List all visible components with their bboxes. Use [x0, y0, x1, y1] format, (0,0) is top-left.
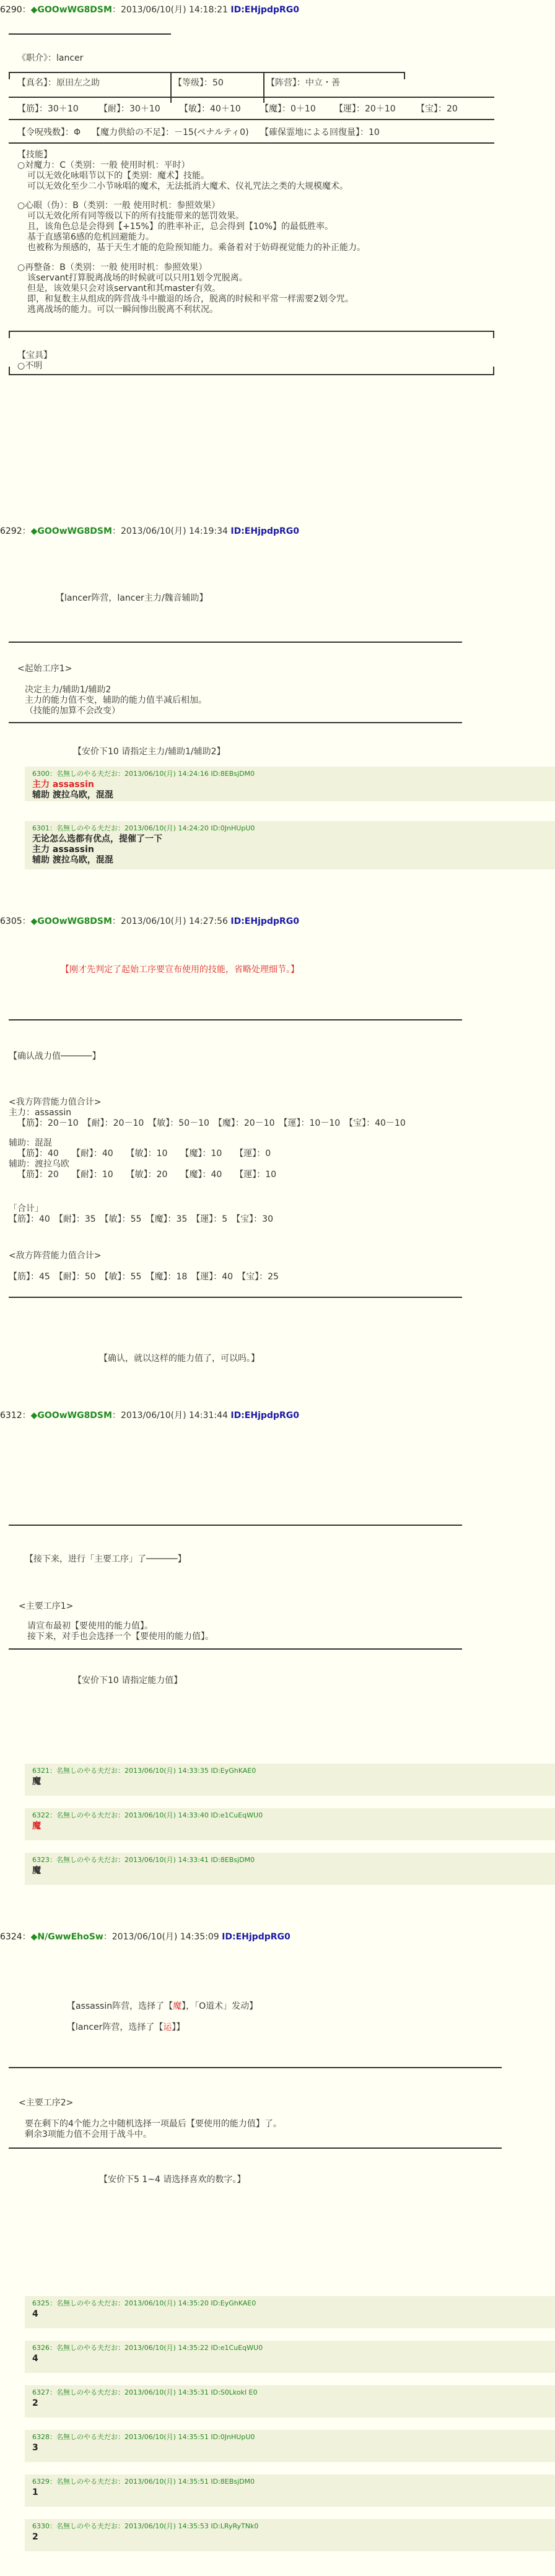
divider: [9, 642, 462, 643]
confirm-prompt: 【确认，就以这样的能力值了，可以吗。】: [99, 1354, 260, 1364]
reply-meta: 6330：名無しのやる夫だお：2013/06/10(月) 14:35:53 ID:LRyRyTNk0: [32, 2522, 259, 2530]
vote-prompt: 【安价下10 请指定主力/辅助1/辅助2】: [73, 747, 225, 757]
reply-header[interactable]: [25, 1764, 555, 1775]
main-unit: 主力：assassin: [9, 1108, 72, 1118]
reply-text: 1: [32, 2487, 38, 2497]
divider: [9, 33, 171, 35]
divider: [9, 2147, 502, 2149]
divider: [404, 72, 405, 79]
skill-3-desc: 该servant打算脱离战场的时候就可以只用1划令咒脱离。: [27, 273, 248, 283]
divider: [493, 367, 494, 374]
post-date: ：2013/06/10(月) 14:35:09: [103, 1932, 219, 1942]
skill-1-desc: 可以无效化咏唱节以下的【类别：魔术】技能。: [27, 171, 209, 181]
post-date: ：2013/06/10(月) 14:31:44: [111, 1411, 228, 1421]
divider: [9, 2067, 502, 2068]
skill-3-desc: 即，和复数主从组成的阵营战斗中撤退的场合，脱离的时候和平常一样需要2划令咒。: [27, 294, 354, 304]
post-number[interactable]: 6290：: [0, 5, 31, 15]
step-text: 请宣布最初【要使用的能力值】。: [27, 1621, 153, 1631]
support-unit-2: 辅助：渡拉乌欧: [9, 1159, 69, 1169]
skill-3-desc: 逃离战场的能力。可以一瞬间惨出脱离不利状况。: [27, 305, 218, 315]
divider: [9, 1525, 462, 1526]
post-date: ：2013/06/10(月) 14:19:34: [111, 526, 228, 536]
stat-luck: 【運】：20＋10: [334, 104, 396, 114]
reply-meta: 6322：名無しのやる夫だお：2013/06/10(月) 14:33:40 ID:e1CuEqWU0: [32, 1811, 263, 1819]
reply-meta: 6301：名無しのやる夫だお：2013/06/10(月) 14:24:20 ID:0JnHUpU0: [32, 824, 255, 832]
divider: [9, 97, 494, 98]
divider: [9, 722, 462, 723]
post-number[interactable]: 6305：: [0, 916, 31, 926]
camp-title: 【lancer阵营，lancer主力/魏音辅助】: [56, 593, 208, 603]
divider: [9, 1297, 462, 1298]
divider: [9, 72, 405, 73]
step-text: 要在剩下的4个能力之中随机选择一项最后【要使用的能力值】了。: [25, 2119, 282, 2129]
reply-header[interactable]: [25, 821, 555, 833]
total-heading: 「合计」: [9, 1204, 43, 1214]
skill-heading: 【技能】: [17, 150, 52, 160]
phase-title: 【接下来，进行「主要工序」了──────】: [25, 1554, 186, 1564]
reply-6325: [25, 2296, 555, 2328]
choice-lancer: 【lancer阵营，选择了【运】】: [67, 2022, 185, 2032]
reply-6301: [25, 821, 555, 869]
reply-header[interactable]: [25, 2385, 555, 2397]
reply-text: 魔: [32, 1777, 41, 1786]
class-line: 《职介》：lancer: [17, 53, 84, 63]
support-unit-1: 辅助：混混: [9, 1138, 52, 1148]
step-text: 决定主力/辅助1/辅助2: [25, 685, 111, 695]
reply-text: 2: [32, 2532, 38, 2542]
poster-id[interactable]: ID:EHjpdpRG0: [230, 916, 299, 926]
post-number[interactable]: 6312：: [0, 1411, 31, 1421]
skill-2-desc: 也被称为预感的，基于天生才能的危险预知能力。乘备着对于妨碍视觉能力的补正能力。: [27, 243, 365, 253]
divider: [9, 331, 494, 332]
skill-3-desc: 但是，该效果只会对该servant和其master有效。: [27, 284, 221, 294]
camp-line: 【阵营】：中立・善: [266, 78, 340, 88]
choice-assassin: 【assassin阵营，选择了【魔】，「O道术」发动】: [67, 2001, 258, 2011]
reply-6327: [25, 2385, 555, 2417]
reply-meta: 6329：名無しのやる夫だお：2013/06/10(月) 14:35:51 ID:8EBsjDM0: [32, 2478, 255, 2486]
ally-heading: <我方阵营能力值合计>: [9, 1097, 102, 1107]
divider: [9, 374, 494, 375]
reply-text: 无论怎么选都有优点，提催了一下: [32, 834, 162, 844]
reply-meta: 6325：名無しのやる夫だお：2013/06/10(月) 14:35:20 ID:EyGhKAE0: [32, 2299, 256, 2307]
reply-6328: [25, 2430, 555, 2462]
divider: [9, 142, 494, 144]
mana-shortage: 【魔力供給の不足】：－15(ペナルティ0): [92, 128, 249, 137]
divider: [9, 1019, 462, 1020]
reply-text: 辅助 渡拉乌欧，混混: [32, 790, 113, 800]
step-title: <起始工序1>: [17, 664, 72, 674]
stat-str: 【筋】：30＋10: [17, 104, 79, 114]
post-6292: [0, 525, 555, 757]
skill-2-desc: 基于直感第6感的危机回避能力。: [27, 232, 154, 242]
reply-text: 4: [32, 2309, 38, 2319]
post-number[interactable]: 6292：: [0, 526, 31, 536]
reply-meta: 6323：名無しのやる夫だお：2013/06/10(月) 14:33:41 ID:8EBsjDM0: [32, 1856, 255, 1864]
poster-name: ◆GOOwWG8DSM: [30, 5, 112, 15]
level-line: 【等级】：50: [173, 78, 224, 88]
reply-text: 魔: [32, 1821, 41, 1831]
reply-text: 主力 assassin: [32, 845, 94, 855]
divider: [9, 331, 10, 338]
reply-header[interactable]: [25, 2341, 555, 2352]
poster-id[interactable]: ID:EHjpdpRG0: [230, 1411, 299, 1421]
reply-text: 辅助 渡拉乌欧，混混: [32, 855, 113, 865]
support-stats-1: 【筋】：40 【耐】：40 【敏】：10 【魔】：10 【運】：0: [17, 1149, 271, 1159]
post-date: ：2013/06/10(月) 14:18:21: [111, 5, 228, 15]
divider: [9, 119, 494, 120]
post-header: [0, 4, 555, 16]
poster-id[interactable]: ID:EHjpdpRG0: [230, 526, 299, 536]
enemy-stats: 【筋】：45 【耐】：50 【敏】：55 【魔】：18 【運】：40 【宝】：25: [9, 1272, 279, 1282]
step-text: 接下来，对手也会选择一个【要使用的能力值】。: [27, 1632, 214, 1642]
reply-header[interactable]: [25, 1808, 555, 1820]
divider: [493, 331, 494, 338]
reply-6300: [25, 767, 555, 801]
reply-header[interactable]: [25, 2296, 555, 2308]
reply-header[interactable]: [25, 2430, 555, 2442]
divider: [263, 72, 264, 103]
skill-1: ○対魔力：C（类别：一般 使用时机：平时）: [17, 160, 190, 170]
step-title: <主要工序1>: [19, 1601, 74, 1611]
np-1: ○不明: [17, 361, 43, 371]
reply-6326: [25, 2341, 555, 2373]
reply-6330: [25, 2519, 555, 2551]
reply-meta: 6327：名無しのやる夫だお：2013/06/10(月) 14:35:31 ID:S0Lkokl E0: [32, 2388, 258, 2396]
reply-6322: [25, 1808, 555, 1840]
divider: [9, 367, 10, 374]
reply-6323: [25, 1853, 555, 1885]
skill-2: ○心眼（伪）：B（类别：一般 使用时机：参照效果）: [17, 201, 221, 211]
section-title: 【确认战力值──────】: [9, 1051, 101, 1061]
reply-text: 3: [32, 2443, 38, 2453]
poster-name: ◆N/GwwEhoSw: [30, 1932, 103, 1942]
support-stats-2: 【筋】：20 【耐】：10 【敏】：20 【魔】：40 【運】：10: [17, 1170, 277, 1180]
post-header: [0, 525, 555, 537]
reply-header[interactable]: [25, 1853, 555, 1865]
reply-6321: [25, 1764, 555, 1796]
step-text: （技能的加算不会改变）: [25, 706, 120, 716]
reply-text: 2: [32, 2398, 38, 2408]
post-header: [0, 1931, 555, 1943]
reply-text: 4: [32, 2354, 38, 2364]
poster-name: ◆GOOwWG8DSM: [30, 916, 112, 926]
total-stats: 【筋】：40 【耐】：35 【敏】：55 【魔】：35 【運】：5 【宝】：30: [9, 1214, 273, 1224]
stat-mag: 【魔】：0＋10: [260, 104, 316, 114]
post-header: [0, 1409, 555, 1422]
post-6324: [0, 1931, 555, 2185]
step-text: 剩余3项能力值不会用于战斗中。: [25, 2130, 152, 2139]
poster-name: ◆GOOwWG8DSM: [30, 1411, 112, 1421]
note-red: 【刚才先判定了起始工序要宣布使用的技能，省略处理细节。】: [61, 965, 299, 975]
reply-header[interactable]: [25, 2474, 555, 2486]
poster-id[interactable]: ID:EHjpdpRG0: [222, 1932, 291, 1942]
skill-1-desc: 可以无效化至少二小节咏唱的魔术，无法抵消大魔术、仪礼咒法之类的大规模魔术。: [27, 181, 348, 191]
leyline-recovery: 【確保霊地による回復量】：10: [260, 128, 380, 137]
stat-agi: 【敏】：40＋10: [180, 104, 241, 114]
reply-text: 魔: [32, 1866, 41, 1876]
poster-id[interactable]: ID:EHjpdpRG0: [230, 5, 299, 15]
realname-line: 【真名】：原田左之助: [17, 78, 100, 88]
poster-name: ◆GOOwWG8DSM: [30, 526, 112, 536]
enemy-heading: <敌方阵营能力值合计>: [9, 1251, 102, 1261]
reply-text: 主力 assassin: [32, 780, 94, 790]
main-stats: 【筋】：20－10 【耐】：20－10 【敏】：50－10 【魔】：20－10 【運】：10－10 【宝】：40－10: [17, 1118, 406, 1128]
divider: [9, 72, 10, 79]
step-text: 主力的能力值不变，辅助的能力值半减后相加。: [25, 695, 207, 705]
stat-end: 【耐】：30＋10: [99, 104, 160, 114]
reply-6329: [25, 2474, 555, 2507]
post-number[interactable]: 6324：: [0, 1932, 31, 1942]
post-6312: [0, 1409, 555, 1686]
skill-3: ○再整备：B（类别：一般 使用时机：参照效果）: [17, 263, 208, 272]
reply-meta: 6300：名無しのやる夫だお：2013/06/10(月) 14:24:16 ID:8EBsjDM0: [32, 770, 255, 778]
post-date: ：2013/06/10(月) 14:27:56: [111, 916, 228, 926]
np-heading: 【宝具】: [17, 350, 52, 360]
step-title: <主要工序2>: [19, 2098, 74, 2108]
post-header: [0, 915, 555, 928]
divider: [170, 72, 172, 103]
reply-meta: 6328：名無しのやる夫だお：2013/06/10(月) 14:35:51 ID:0JnHUpU0: [32, 2433, 255, 2441]
vote-prompt: 【安价下10 请指定能力值】: [73, 1676, 183, 1686]
stat-np: 【宝】：20: [416, 104, 458, 114]
vote-prompt: 【安价下5 1~4 请选择喜欢的数字。】: [99, 2175, 246, 2185]
reply-header[interactable]: [25, 767, 555, 778]
post-6290: [0, 4, 555, 371]
skill-2-desc: 且，该角色总是会得到【+15%】的胜率补正，总会得到【10%】的最低胜率。: [27, 222, 333, 232]
reply-meta: 6326：名無しのやる夫だお：2013/06/10(月) 14:35:22 ID:e1CuEqWU0: [32, 2344, 263, 2352]
divider: [9, 1648, 462, 1650]
post-6305: [0, 915, 555, 1364]
reply-meta: 6321：名無しのやる夫だお：2013/06/10(月) 14:33:35 ID:EyGhKAE0: [32, 1767, 256, 1775]
reply-header[interactable]: [25, 2519, 555, 2531]
command-seals: 【令呪残数】：Φ: [17, 128, 81, 137]
skill-2-desc: 可以无效化所有同等级以下的所有技能带来的惩罚效果。: [27, 211, 244, 221]
